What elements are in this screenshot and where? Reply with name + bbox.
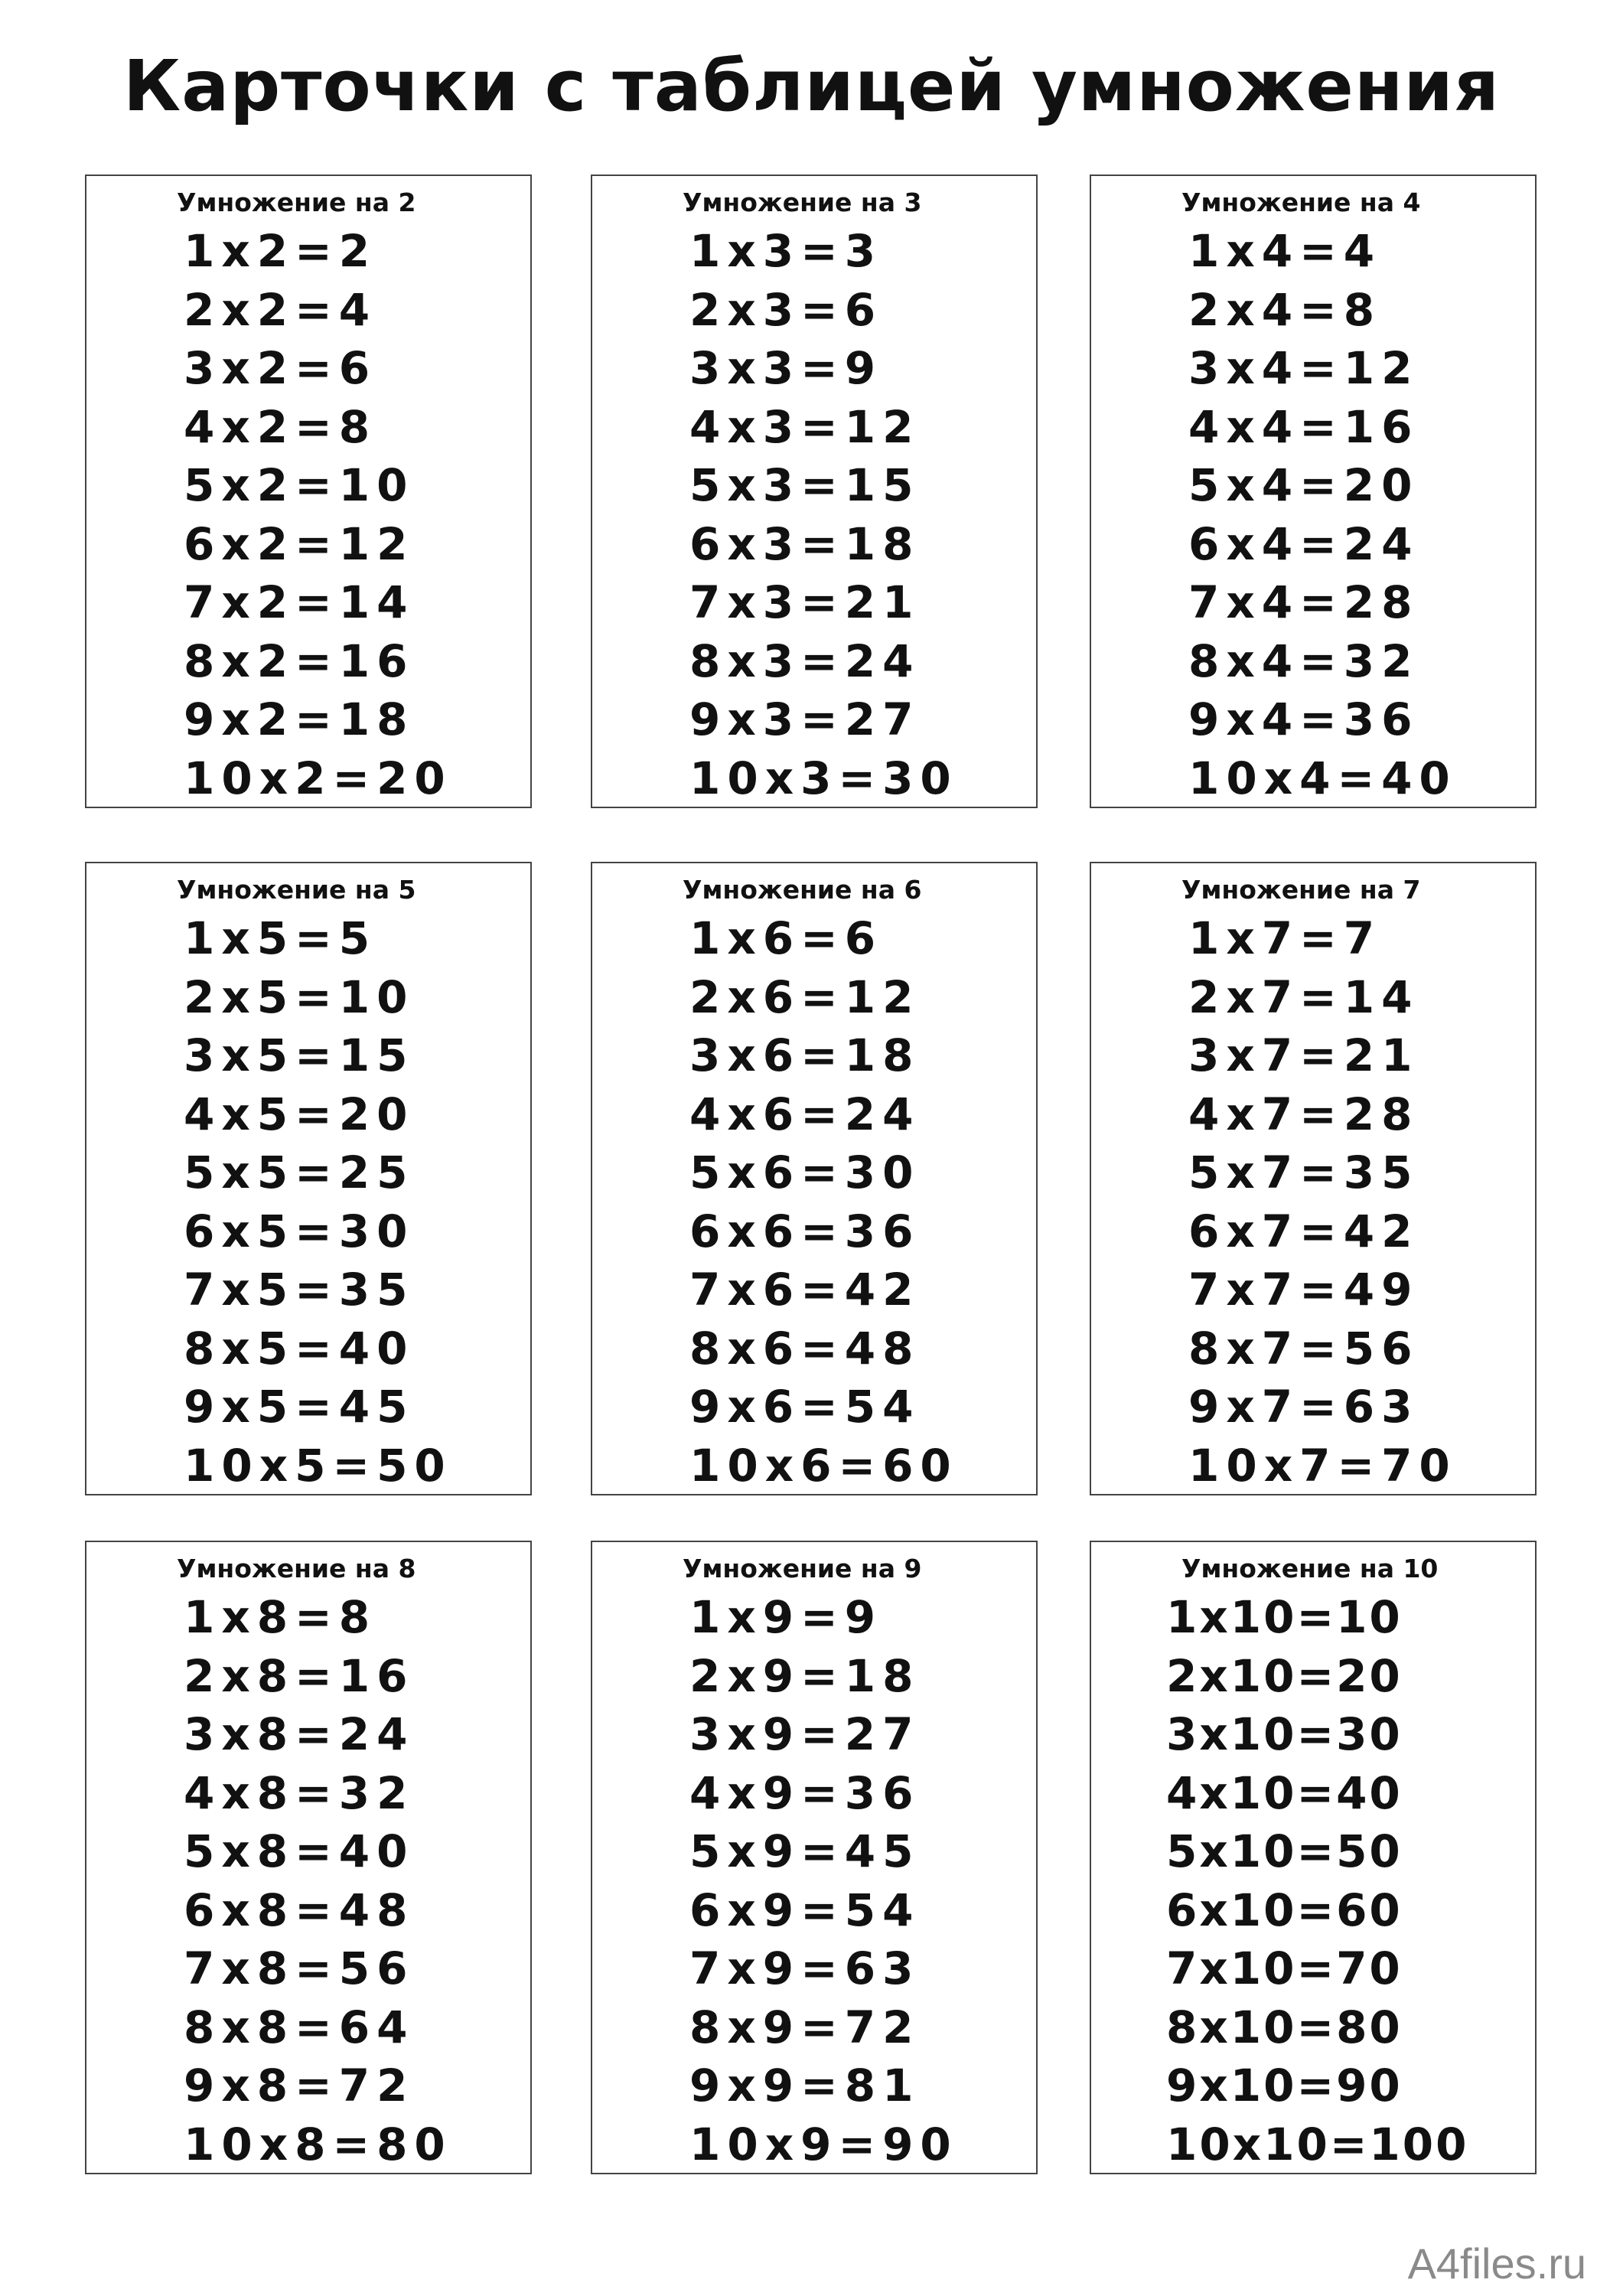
card-title: Умножение на 8 — [177, 1554, 416, 1583]
multiplication-row: 8x6=48 — [689, 1322, 921, 1375]
multiplication-row: 6x6=36 — [689, 1205, 921, 1257]
multiplication-row: 5x9=45 — [689, 1825, 921, 1877]
multiplication-list — [184, 1588, 452, 2174]
multiplication-row: 7x6=42 — [689, 1264, 921, 1316]
multiplication-list — [1188, 222, 1457, 807]
multiplication-row: 2x3=6 — [689, 283, 883, 336]
multiplication-row: 3x5=15 — [184, 1029, 415, 1081]
multiplication-row: 5x6=30 — [689, 1146, 921, 1199]
multiplication-row: 1x3=3 — [689, 225, 883, 277]
multiplication-row: 9x10=90 — [1166, 2060, 1403, 2112]
multiplication-row: 2x8=16 — [184, 1649, 415, 1702]
multiplication-card — [591, 1541, 1038, 2174]
multiplication-row: 3x10=30 — [1166, 1708, 1403, 1760]
multiplication-row: 9x5=45 — [184, 1381, 415, 1433]
multiplication-row: 7x10=70 — [1166, 1942, 1403, 1994]
multiplication-row: 5x7=35 — [1188, 1146, 1419, 1199]
multiplication-row: 8x8=64 — [184, 2001, 415, 2053]
multiplication-row: 1x8=8 — [184, 1591, 377, 1643]
multiplication-list — [184, 222, 452, 807]
multiplication-row: 10x2=20 — [184, 752, 452, 804]
card-title: Умножение на 2 — [177, 188, 416, 217]
multiplication-row: 6x2=12 — [184, 517, 415, 570]
multiplication-list — [1188, 909, 1457, 1495]
multiplication-row: 6x10=60 — [1166, 1883, 1403, 1936]
multiplication-row: 9x9=81 — [689, 2060, 921, 2112]
multiplication-row: 3x4=12 — [1188, 342, 1419, 394]
multiplication-row: 10x10=100 — [1166, 2118, 1469, 2170]
multiplication-row: 10x3=30 — [689, 752, 958, 804]
multiplication-row: 9x8=72 — [184, 2060, 415, 2112]
multiplication-row: 9x7=63 — [1188, 1381, 1419, 1433]
multiplication-row: 5x3=15 — [689, 459, 921, 511]
multiplication-row: 8x9=72 — [689, 2001, 921, 2053]
multiplication-row: 5x8=40 — [184, 1825, 415, 1877]
multiplication-row: 3x7=21 — [1188, 1029, 1419, 1081]
multiplication-card — [85, 862, 532, 1495]
site-watermark: A4files.ru — [1407, 2239, 1586, 2288]
multiplication-row: 10x8=80 — [184, 2118, 452, 2170]
card-title: Умножение на 10 — [1181, 1554, 1439, 1583]
multiplication-row: 4x8=32 — [184, 1766, 415, 1819]
multiplication-row: 1x10=10 — [1166, 1591, 1403, 1643]
multiplication-list — [184, 909, 452, 1495]
card-title: Умножение на 4 — [1181, 188, 1421, 217]
page-title: Карточки с таблицей умножения — [123, 45, 1500, 127]
multiplication-row: 9x3=27 — [689, 693, 921, 745]
card-title: Умножение на 3 — [683, 188, 922, 217]
multiplication-row: 8x5=40 — [184, 1322, 415, 1375]
multiplication-row: 2x2=4 — [184, 283, 377, 336]
multiplication-list — [689, 909, 958, 1495]
multiplication-card — [591, 862, 1038, 1495]
multiplication-row: 8x4=32 — [1188, 634, 1419, 687]
multiplication-row: 6x4=24 — [1188, 517, 1419, 570]
multiplication-row: 10x5=50 — [184, 1439, 452, 1492]
card-title: Умножение на 5 — [177, 875, 416, 905]
multiplication-row: 2x4=8 — [1188, 283, 1382, 336]
multiplication-row: 5x2=10 — [184, 459, 415, 511]
multiplication-row: 4x7=28 — [1188, 1088, 1419, 1140]
multiplication-row: 5x4=20 — [1188, 459, 1419, 511]
multiplication-row: 1x5=5 — [184, 912, 377, 964]
multiplication-row: 5x10=50 — [1166, 1825, 1403, 1877]
multiplication-card — [1090, 174, 1537, 808]
multiplication-row: 7x4=28 — [1188, 576, 1419, 628]
multiplication-row: 10x9=90 — [689, 2118, 958, 2170]
multiplication-row: 4x2=8 — [184, 400, 377, 453]
multiplication-row: 4x9=36 — [689, 1766, 921, 1819]
card-title: Умножение на 6 — [683, 875, 922, 905]
multiplication-row: 4x5=20 — [184, 1088, 415, 1140]
multiplication-row: 1x4=4 — [1188, 225, 1382, 277]
multiplication-row: 6x3=18 — [689, 517, 921, 570]
multiplication-row: 7x9=63 — [689, 1942, 921, 1994]
multiplication-row: 6x5=30 — [184, 1205, 415, 1257]
multiplication-row: 9x4=36 — [1188, 693, 1419, 745]
multiplication-row: 8x10=80 — [1166, 2001, 1403, 2053]
multiplication-card — [85, 174, 532, 808]
multiplication-row: 4x10=40 — [1166, 1766, 1403, 1819]
multiplication-row: 6x8=48 — [184, 1883, 415, 1936]
multiplication-row: 4x3=12 — [689, 400, 921, 453]
multiplication-row: 7x5=35 — [184, 1264, 415, 1316]
multiplication-row: 8x2=16 — [184, 634, 415, 687]
multiplication-row: 4x4=16 — [1188, 400, 1419, 453]
multiplication-row: 7x8=56 — [184, 1942, 415, 1994]
multiplication-row: 8x3=24 — [689, 634, 921, 687]
multiplication-row: 6x9=54 — [689, 1883, 921, 1936]
multiplication-row: 1x2=2 — [184, 225, 377, 277]
multiplication-row: 1x6=6 — [689, 912, 883, 964]
multiplication-row: 7x7=49 — [1188, 1264, 1419, 1316]
multiplication-row: 3x9=27 — [689, 1708, 921, 1760]
multiplication-card — [85, 1541, 532, 2174]
multiplication-row: 10x7=70 — [1188, 1439, 1457, 1492]
multiplication-row: 2x6=12 — [689, 970, 921, 1023]
multiplication-row: 4x6=24 — [689, 1088, 921, 1140]
multiplication-row: 7x2=14 — [184, 576, 415, 628]
card-title: Умножение на 9 — [683, 1554, 922, 1583]
multiplication-row: 8x7=56 — [1188, 1322, 1419, 1375]
multiplication-row: 3x8=24 — [184, 1708, 415, 1760]
multiplication-row: 3x2=6 — [184, 342, 377, 394]
multiplication-list — [689, 1588, 958, 2174]
multiplication-row: 6x7=42 — [1188, 1205, 1419, 1257]
multiplication-row: 2x7=14 — [1188, 970, 1419, 1023]
multiplication-card — [1090, 1541, 1537, 2174]
multiplication-card — [591, 174, 1038, 808]
multiplication-row: 5x5=25 — [184, 1146, 415, 1199]
multiplication-row: 7x3=21 — [689, 576, 921, 628]
multiplication-card — [1090, 862, 1537, 1495]
multiplication-row: 3x3=9 — [689, 342, 883, 394]
multiplication-row: 10x4=40 — [1188, 752, 1457, 804]
multiplication-row: 1x9=9 — [689, 1591, 883, 1643]
multiplication-row: 2x9=18 — [689, 1649, 921, 1702]
multiplication-row: 2x5=10 — [184, 970, 415, 1023]
multiplication-row: 9x2=18 — [184, 693, 415, 745]
multiplication-list — [1166, 1588, 1469, 2174]
multiplication-row: 10x6=60 — [689, 1439, 958, 1492]
multiplication-row: 9x6=54 — [689, 1381, 921, 1433]
card-title: Умножение на 7 — [1181, 875, 1421, 905]
multiplication-row: 3x6=18 — [689, 1029, 921, 1081]
multiplication-list — [689, 222, 958, 807]
multiplication-row: 1x7=7 — [1188, 912, 1382, 964]
multiplication-row: 2x10=20 — [1166, 1649, 1403, 1702]
